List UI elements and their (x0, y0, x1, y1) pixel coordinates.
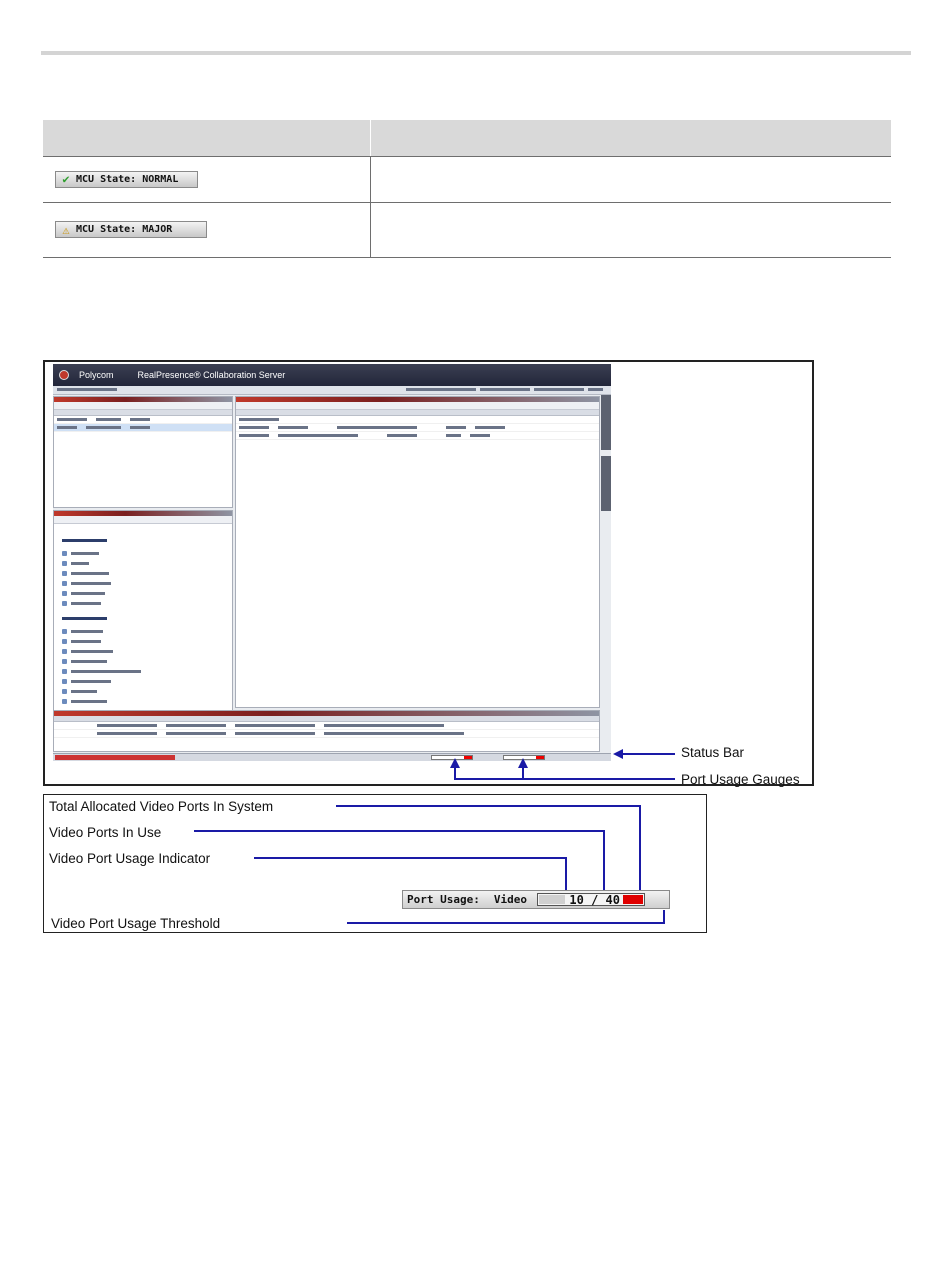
top-rule (41, 51, 911, 55)
gauge-arrowhead-right (518, 758, 528, 768)
table-row (43, 156, 891, 202)
badge-label: MCU State: MAJOR (76, 224, 173, 235)
gauge-arrowhead-left (450, 758, 460, 768)
usage-indicator-line (254, 858, 566, 890)
app-brand: Polycom (79, 370, 114, 380)
port-type-label: Video (493, 893, 527, 906)
port-usage-label: Port Usage: (407, 893, 480, 906)
status-bar-callout: Status Bar (681, 745, 745, 760)
table-header-row (43, 120, 891, 156)
status-bar-arrowhead (613, 749, 623, 759)
table-cell (43, 202, 370, 257)
ports-in-use-line (194, 831, 604, 890)
table-header-cell (43, 120, 370, 156)
usage-threshold-line (347, 910, 664, 923)
ports-in-use-callout: Video Ports In Use (49, 825, 162, 840)
mcu-state-normal-badge (55, 171, 198, 188)
table-cell (370, 156, 891, 202)
table-header-cell (370, 120, 891, 156)
detail-callout-lines (44, 795, 708, 934)
total-allocated-line (336, 806, 640, 890)
port-usage-detail-figure (43, 794, 707, 933)
gauge-arrow-left (455, 767, 675, 779)
total-allocated-callout: Total Allocated Video Ports In System (49, 799, 274, 814)
app-product-name: RealPresence® Collaboration Server (137, 370, 286, 380)
port-usage-gauges-callout: Port Usage Gauges (681, 772, 800, 787)
usage-indicator-callout: Video Port Usage Indicator (49, 851, 211, 866)
port-usage-value: 10 / 40 (569, 892, 620, 907)
mcu-state-major-badge (55, 221, 207, 238)
mcu-state-table (43, 120, 891, 258)
table-row (43, 202, 891, 257)
table-cell (43, 156, 370, 202)
callout-arrows (45, 362, 816, 788)
app-screenshot-figure (43, 360, 814, 786)
usage-threshold-callout: Video Port Usage Threshold (51, 916, 221, 931)
badge-label: MCU State: NORMAL (76, 173, 179, 185)
check-icon: ✔ (62, 172, 70, 186)
table-cell (370, 202, 891, 257)
warning-icon: ⚠ (62, 222, 70, 237)
